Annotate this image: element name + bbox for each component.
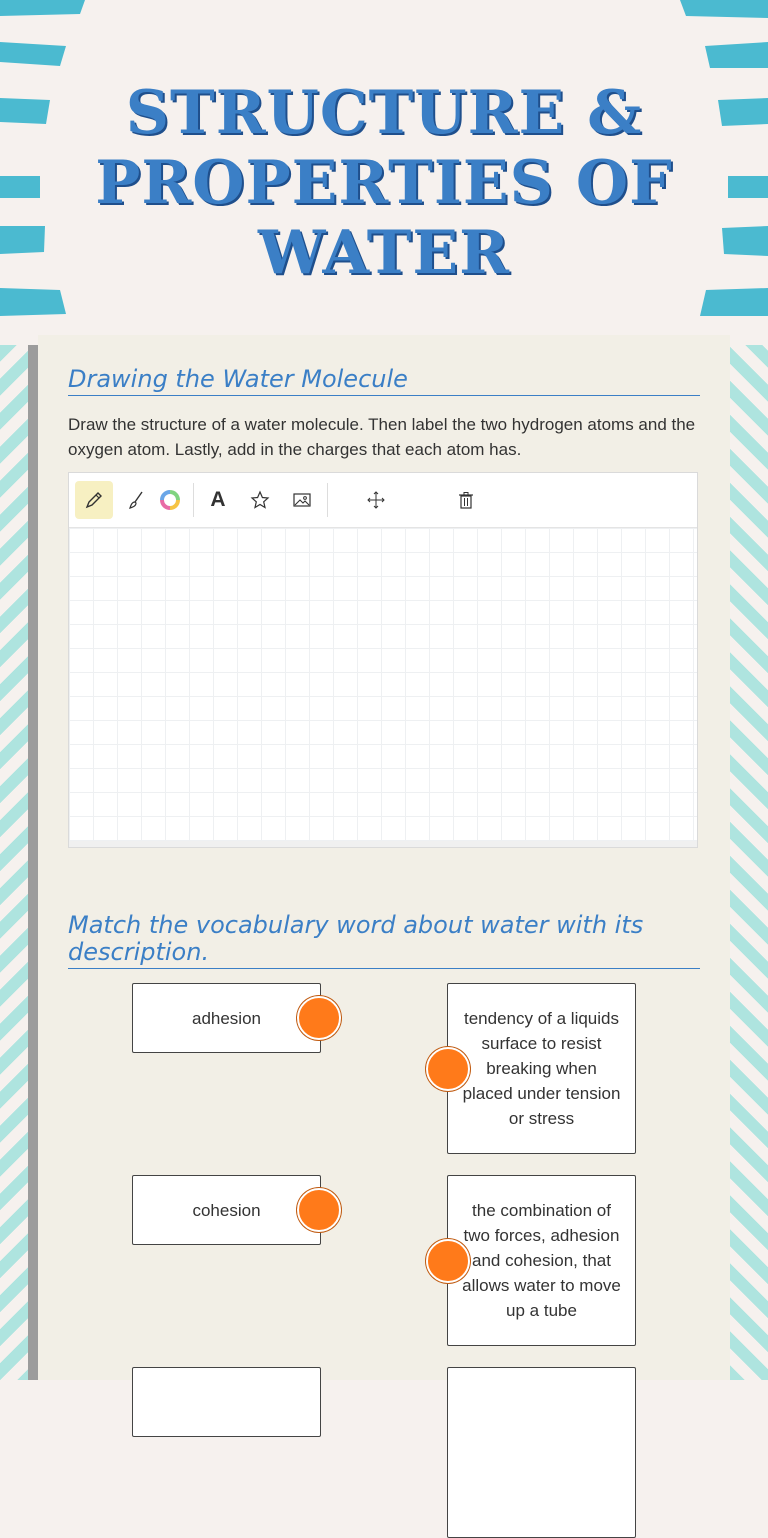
- paper-shadow: [28, 345, 38, 1380]
- section-heading-drawing: Drawing the Water Molecule: [68, 366, 700, 396]
- match-description-box[interactable]: [447, 983, 636, 1154]
- move-icon[interactable]: [357, 481, 395, 519]
- toolbar-separator: [193, 483, 194, 517]
- page-title: STRUCTURE & PROPERTIES OF WATER: [95, 78, 673, 288]
- match-term-label: cohesion: [192, 1200, 261, 1220]
- color-wheel-icon[interactable]: [151, 481, 189, 519]
- chevron-border-left: [0, 345, 30, 1380]
- match-term-label: adhesion: [191, 1008, 261, 1028]
- star-icon[interactable]: [241, 481, 279, 519]
- pencil-icon[interactable]: [75, 481, 113, 519]
- drawing-widget: [68, 472, 698, 848]
- match-connector-dot[interactable]: [426, 1047, 470, 1091]
- image-icon[interactable]: [283, 481, 321, 519]
- match-connector-dot[interactable]: [426, 1239, 470, 1283]
- match-term-box[interactable]: [132, 1367, 321, 1437]
- match-connector-dot[interactable]: [297, 1188, 341, 1232]
- section-heading-matching: Match the vocabulary word about water with its description.: [68, 912, 700, 969]
- match-connector-dot[interactable]: [297, 996, 341, 1040]
- drawing-instructions: Draw the structure of a water molecule. Then label the two hydrogen atoms and the oxygen atom. Lastly, add in the charges that each atom has.: [68, 415, 696, 459]
- match-description-label: the combination of two forces, adhesion and cohesion, that allows water to move up a tube: [462, 1201, 621, 1320]
- drawing-canvas[interactable]: [69, 528, 697, 842]
- match-description-box[interactable]: [447, 1367, 636, 1538]
- text-icon[interactable]: A: [210, 488, 226, 511]
- canvas-footer: [69, 841, 697, 847]
- drawing-toolbar: [69, 473, 697, 528]
- match-description-label: tendency of a liquids surface to resist breaking when placed under tension or stress: [462, 1009, 621, 1128]
- match-term-box[interactable]: [132, 983, 321, 1053]
- trash-icon[interactable]: [447, 481, 485, 519]
- toolbar-separator: [327, 483, 328, 517]
- brush-icon[interactable]: [117, 481, 155, 519]
- chevron-border-right: [728, 345, 768, 1380]
- match-term-box[interactable]: [132, 1175, 321, 1245]
- match-description-box[interactable]: [447, 1175, 636, 1346]
